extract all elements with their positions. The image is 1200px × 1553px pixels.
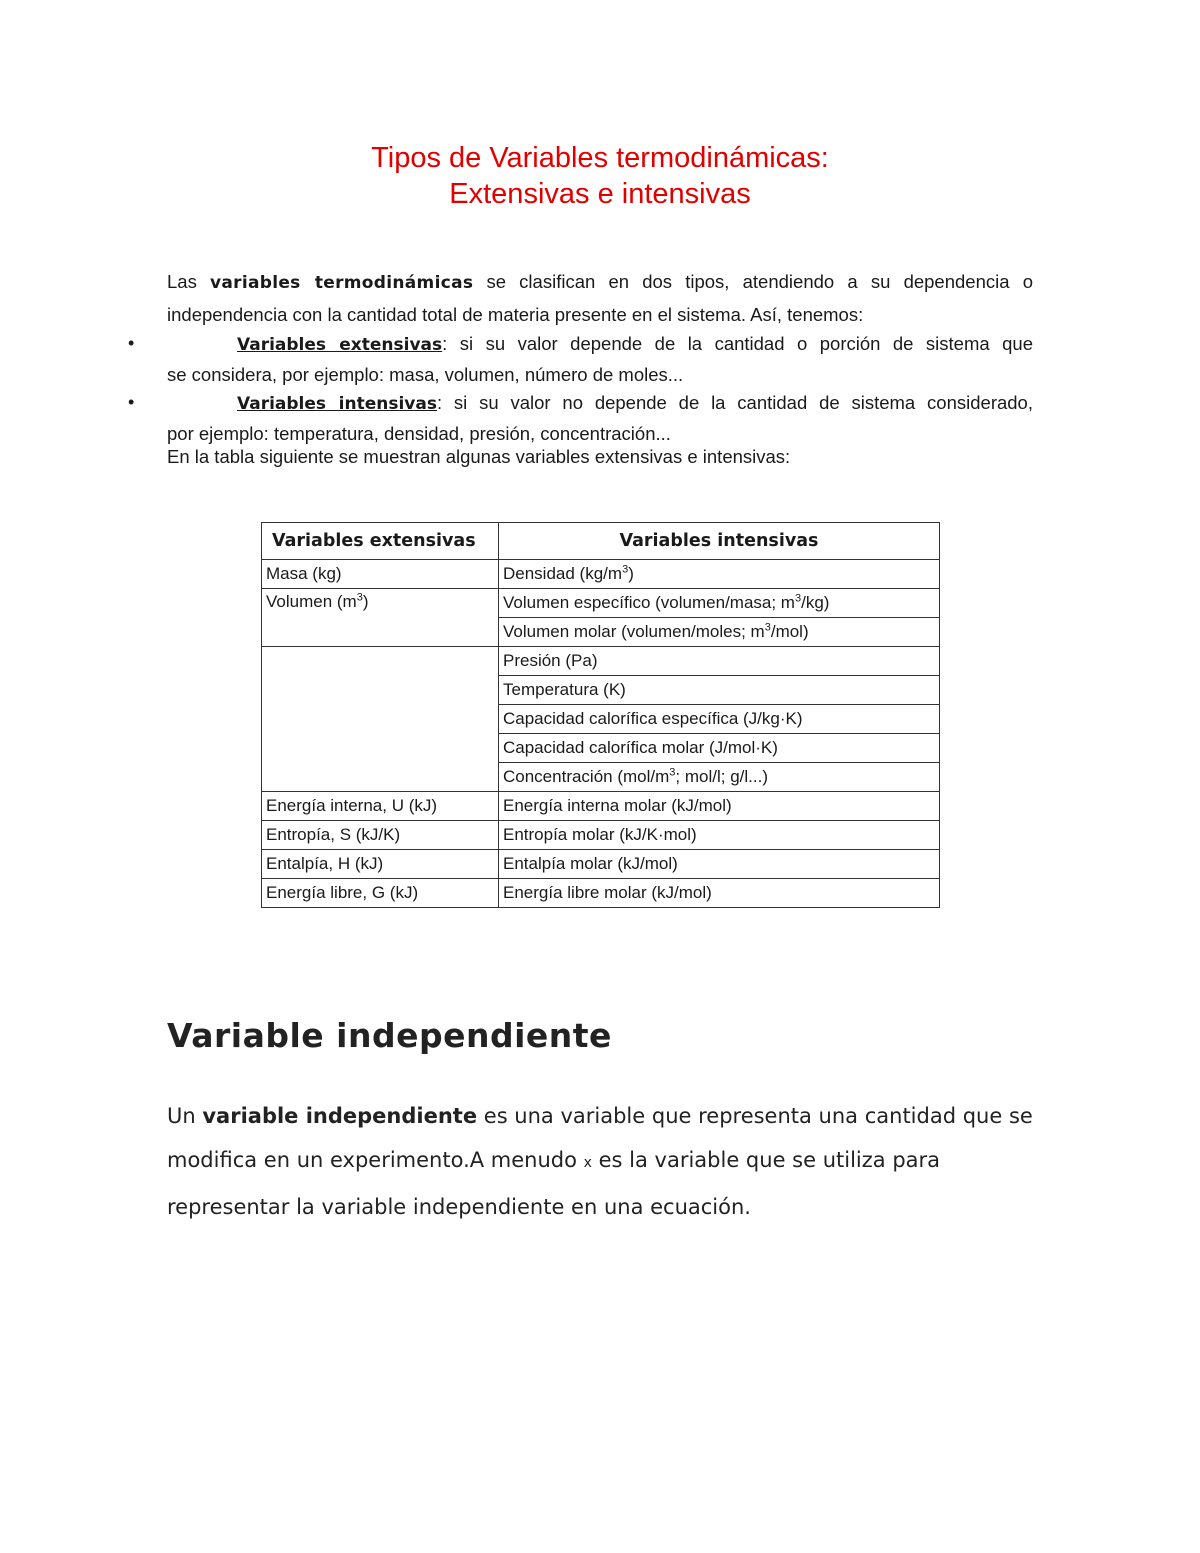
intro-bold-term: variables termodinámicas — [210, 273, 474, 293]
bold-term: variable independiente — [202, 1104, 478, 1128]
table-intro: En la tabla siguiente se muestran algunas variables extensivas e intensivas: — [167, 446, 791, 467]
bullet-icon: • — [128, 333, 135, 353]
section-heading: Variable independiente — [167, 1016, 612, 1055]
table-row — [262, 647, 940, 676]
bullet-extensivas-text: : si su valor depende de la cantidad o porción de sistema que — [442, 333, 1033, 354]
title-line-2: Extensivas e intensivas — [449, 178, 751, 210]
cell-entalpia-molar: Entalpía molar (kJ/mol) — [499, 850, 940, 879]
table-row — [262, 879, 940, 908]
intro-rest: se clasifican en dos tipos, atendiendo a su dependencia o — [473, 271, 1033, 292]
header-intensivas: Variables intensivas — [499, 523, 940, 560]
table-row — [262, 821, 940, 850]
cell-energia-libre-molar: Energía libre molar (kJ/mol) — [499, 879, 940, 908]
cell-energia-interna: Energía interna, U (kJ) — [262, 792, 499, 821]
title-line-1: Tipos de Variables termodinámicas: — [371, 142, 829, 174]
cell-empty — [262, 647, 499, 792]
header-extensivas: Variables extensivas — [262, 523, 499, 560]
table-header-row — [262, 523, 940, 560]
cell-capacidad-especifica: Capacidad calorífica específica (J/kg·K) — [499, 705, 940, 734]
intro-pre: Las — [167, 271, 211, 292]
cell-temperatura: Temperatura (K) — [499, 676, 940, 705]
cell-presion: Presión (Pa) — [499, 647, 940, 676]
term-intensivas: Variables intensivas — [237, 394, 437, 414]
table-row — [262, 589, 940, 618]
intro-line-1 — [167, 266, 1033, 299]
cell-capacidad-molar: Capacidad calorífica molar (J/mol·K) — [499, 734, 940, 763]
variables-table — [261, 522, 940, 908]
cell-volumen-molar: Volumen molar (volumen/moles; $m^3/mol$) — [499, 618, 940, 647]
bullet-extensivas-line-1 — [237, 328, 1033, 361]
term-extensivas: Variables extensivas — [237, 335, 443, 355]
cell-energia-interna-molar: Energía interna molar (kJ/mol) — [499, 792, 940, 821]
table-row — [262, 850, 940, 879]
table-row — [262, 792, 940, 821]
bullet-intensivas-line-2: por ejemplo: temperatura, densidad, presión, concentración... — [167, 423, 671, 444]
cell-concentracion: Concentración ($mol/m^3$; mol/l; g/l...) — [499, 763, 940, 792]
cell-volumen: Volumen $(m^3)$ — [262, 589, 499, 647]
bullet-extensivas-line-2: se considera, por ejemplo: masa, volumen, número de moles... — [167, 364, 684, 385]
cell-entropia: Entropía, S (kJ/K) — [262, 821, 499, 850]
table-row — [262, 560, 940, 589]
cell-densidad: Densidad $(kg/m^3)$ — [499, 560, 940, 589]
bullet-icon: • — [128, 392, 135, 412]
cell-energia-libre: Energía libre, G (kJ) — [262, 879, 499, 908]
cell-masa: Masa (kg) — [262, 560, 499, 589]
cell-entalpia: Entalpía, H (kJ) — [262, 850, 499, 879]
intro-line-2: independencia con la cantidad total de materia presente en el sistema. Así, tenemos: — [167, 304, 864, 325]
section-paragraph: Un variable independiente es una variable que representa una cantidad que se modifica en un experimento.A menudo x es la variable que se utiliza para representar la variable independiente en una ecuación. — [167, 1104, 1033, 1219]
cell-entropia-molar: Entropía molar (kJ/K·mol) — [499, 821, 940, 850]
bullet-intensivas-text: : si su valor no depende de la cantidad de sistema considerado, — [436, 392, 1033, 413]
variable-x: x — [583, 1155, 592, 1171]
cell-volumen-especifico: Volumen específico (volumen/masa; $m^3/kg$) — [499, 589, 940, 618]
bullet-intensivas-line-1 — [237, 387, 1033, 420]
